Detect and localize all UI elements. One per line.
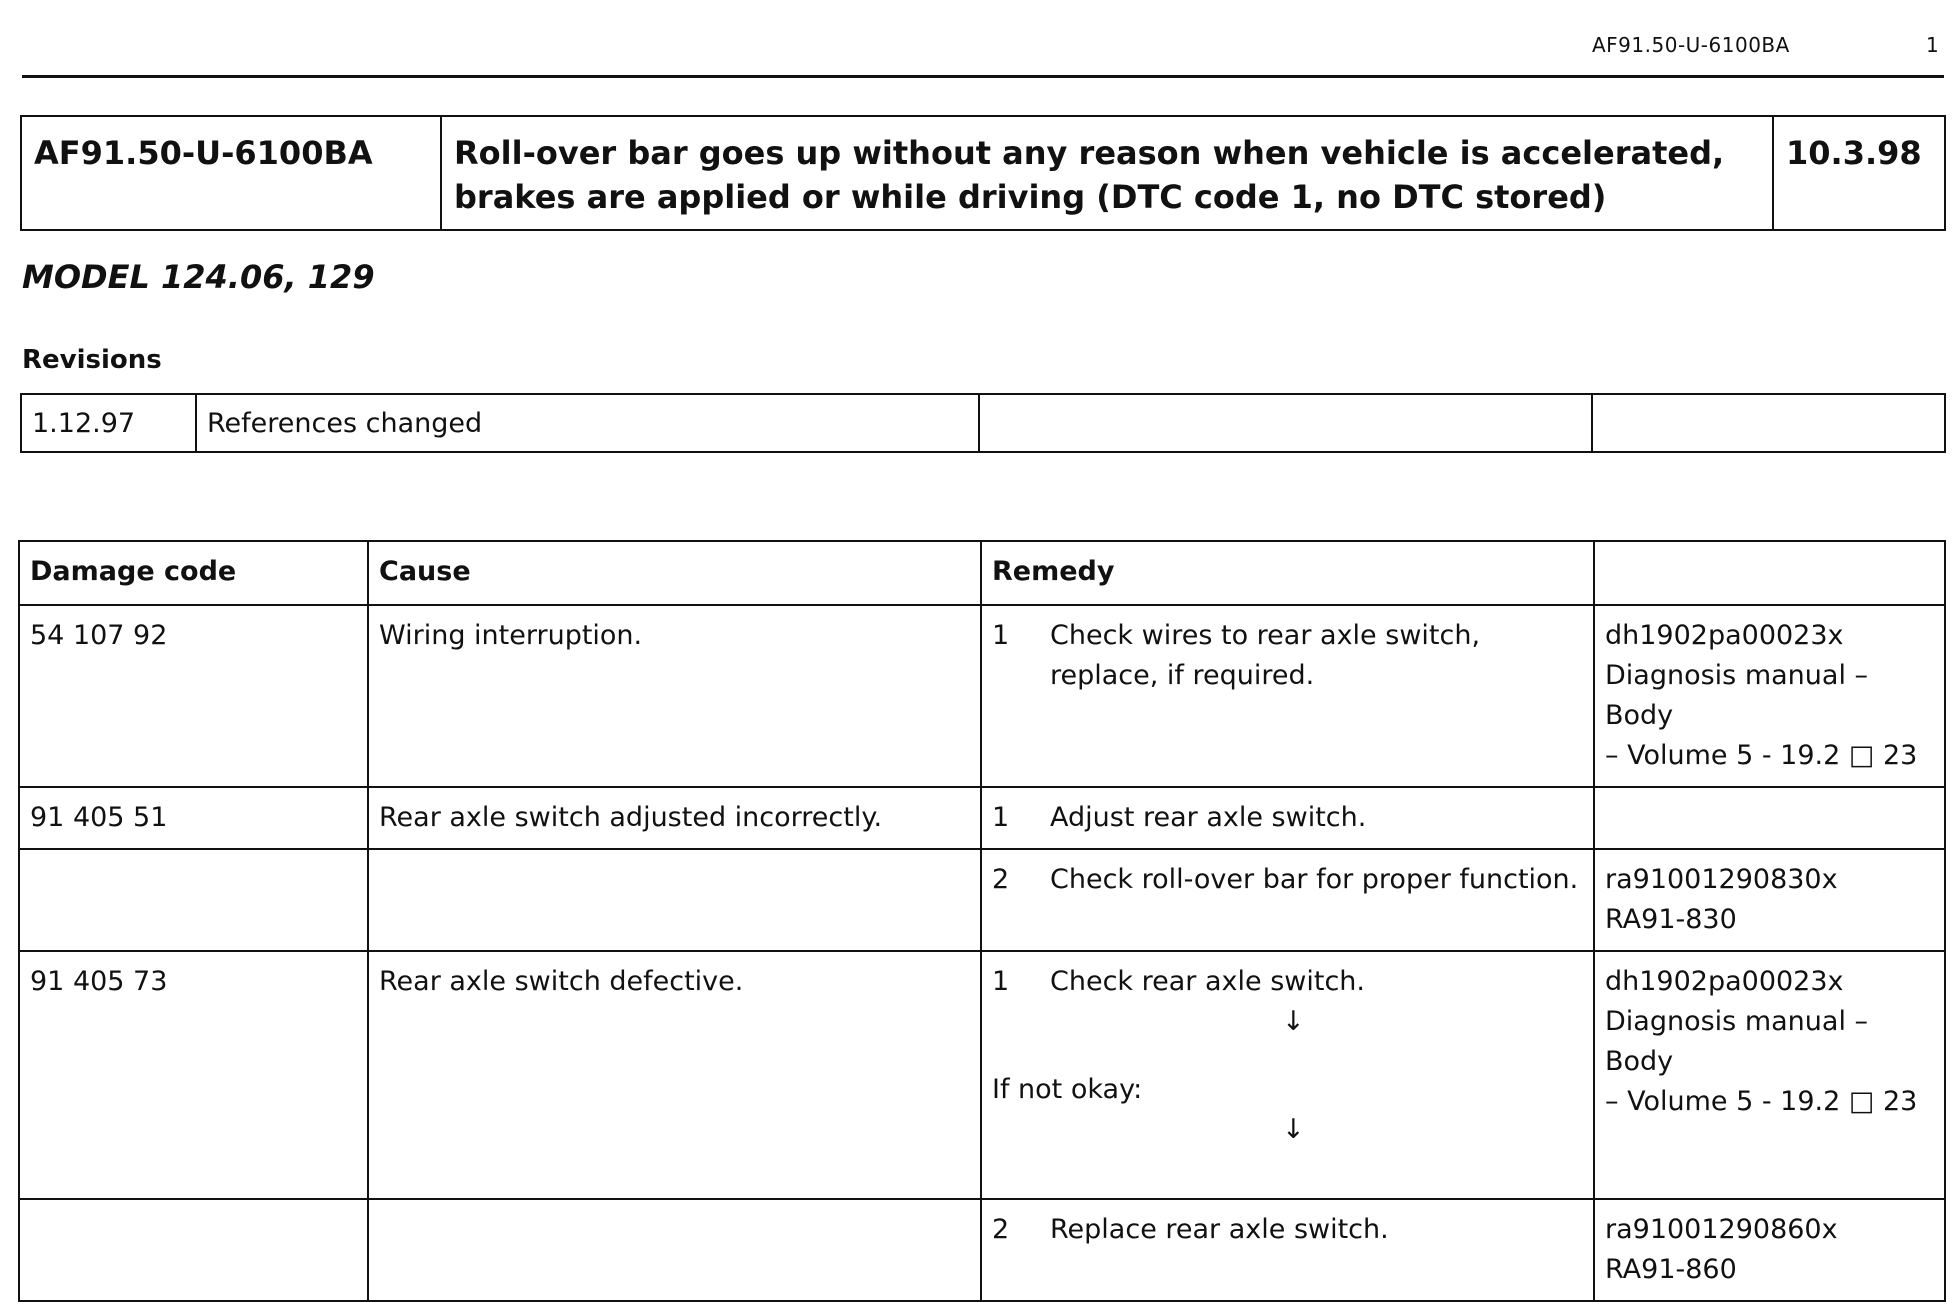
table-header-row [19, 541, 1945, 605]
cause-cell: Wiring interruption. [368, 605, 981, 787]
revisions-label: Revisions [22, 345, 162, 375]
remedy-text: Check roll-over bar for proper function. [1050, 864, 1579, 895]
step-number: 1 [992, 802, 1010, 833]
header-cause: Cause [368, 541, 981, 605]
revisions-table [20, 393, 1946, 453]
remedy-text: Check wires to rear axle switch, replace, if required. [1050, 620, 1481, 691]
remedy-text: Check rear axle switch. [1050, 966, 1365, 997]
revision-col4 [1592, 394, 1945, 452]
cause-cell [368, 1199, 981, 1301]
down-arrow-icon: ↓ [1282, 1006, 1305, 1037]
ref-cell [1594, 605, 1945, 787]
title-date: 10.3.98 [1773, 116, 1945, 230]
ref-line: ra91001290830x [1605, 864, 1838, 895]
revision-col3 [979, 394, 1592, 452]
ref-line: ra91001290860x [1605, 1214, 1838, 1245]
cause-cell: Rear axle switch defective. [368, 951, 981, 1199]
ref-line: Diagnosis manual – Body [1605, 660, 1869, 731]
revision-text: References changed [196, 394, 979, 452]
damage-code-cell [19, 849, 368, 951]
table-row [19, 787, 1945, 849]
table-row [19, 849, 1945, 951]
step-number: 1 [992, 620, 1010, 651]
ref-line: RA91-830 [1605, 904, 1737, 935]
table-row [19, 951, 1945, 1199]
ref-cell [1594, 1199, 1945, 1301]
ref-line: Diagnosis manual – Body [1605, 1006, 1869, 1077]
title-block [20, 115, 1946, 231]
ref-cell [1594, 787, 1945, 849]
remedy-text: Adjust rear axle switch. [1050, 802, 1367, 833]
header-doc-number: AF91.50-U-6100BA [1592, 33, 1790, 57]
ref-cell [1594, 849, 1945, 951]
damage-table [18, 540, 1946, 1302]
remedy-cell [981, 1199, 1594, 1301]
cause-cell: Rear axle switch adjusted incorrectly. [368, 787, 981, 849]
step-number: 1 [992, 966, 1010, 997]
remedy-text: Replace rear axle switch. [1050, 1214, 1389, 1245]
table-row [19, 605, 1945, 787]
ref-line: RA91-860 [1605, 1254, 1737, 1285]
ref-cell [1594, 951, 1945, 1199]
ref-line: dh1902pa00023x [1605, 966, 1844, 997]
ref-line: dh1902pa00023x [1605, 620, 1844, 651]
step-number: 2 [992, 864, 1010, 895]
table-row [19, 1199, 1945, 1301]
down-arrow-icon: ↓ [1282, 1114, 1305, 1145]
remedy-cell [981, 605, 1594, 787]
header-damage-code: Damage code [19, 541, 368, 605]
revision-date: 1.12.97 [21, 394, 196, 452]
title-code: AF91.50-U-6100BA [21, 116, 441, 230]
condition-text: If not okay: [992, 1074, 1143, 1105]
damage-code-cell [19, 1199, 368, 1301]
remedy-cell [981, 787, 1594, 849]
damage-code-cell: 54 107 92 [19, 605, 368, 787]
cause-cell [368, 849, 981, 951]
remedy-cell [981, 849, 1594, 951]
header-page-number: 1 [1926, 33, 1939, 57]
header-ref [1594, 541, 1945, 605]
header-remedy: Remedy [981, 541, 1594, 605]
ref-line: – Volume 5 - 19.2 □ 23 [1605, 740, 1918, 771]
damage-code-cell: 91 405 73 [19, 951, 368, 1199]
ref-line: – Volume 5 - 19.2 □ 23 [1605, 1086, 1918, 1117]
title-description: Roll-over bar goes up without any reason when vehicle is accelerated, brakes are applied or while driving (DTC code 1, no DTC stored) [441, 116, 1773, 230]
remedy-cell [981, 951, 1594, 1199]
step-number: 2 [992, 1214, 1010, 1245]
revision-row [21, 394, 1945, 452]
damage-code-cell: 91 405 51 [19, 787, 368, 849]
model-heading: MODEL 124.06, 129 [22, 258, 375, 296]
header-rule [22, 75, 1944, 78]
